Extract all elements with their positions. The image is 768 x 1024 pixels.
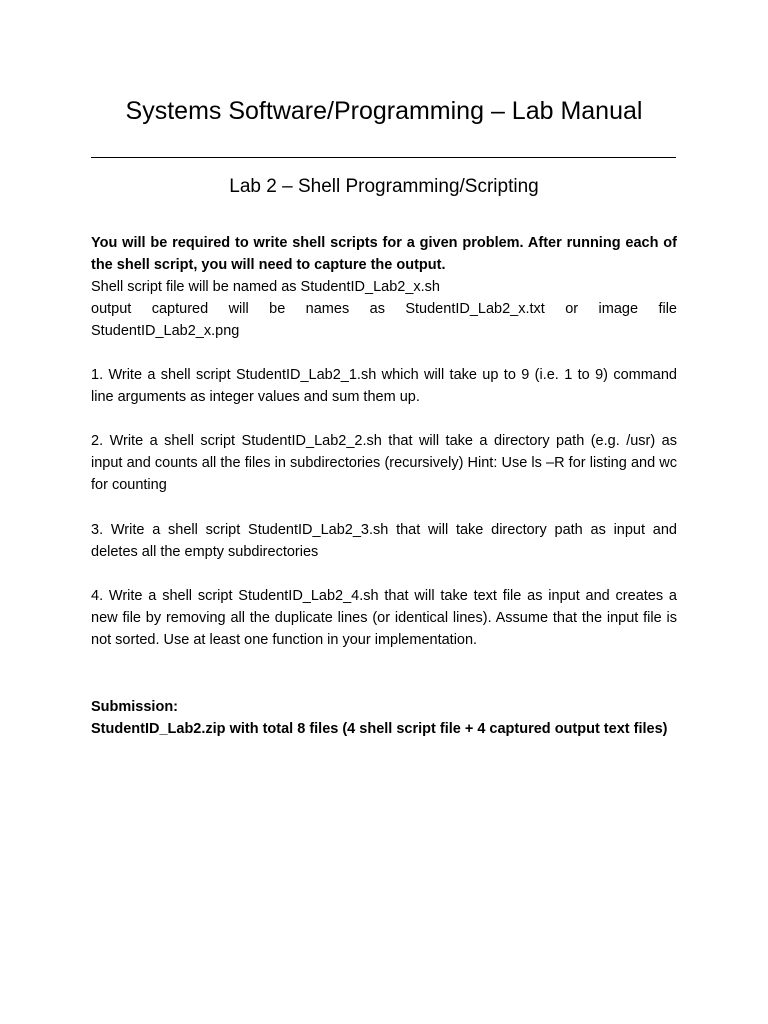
task-2: 2. Write a shell script StudentID_Lab2_2.sh that will take a directory path (e.g. /usr) as input and counts all the files in subdirectories (recursively) Hint: Use ls –R for listing and wc for counting — [91, 433, 677, 493]
submission-details: StudentID_Lab2.zip with total 8 files (4 shell script file + 4 captured output text files) — [91, 721, 668, 737]
intro-instructions: You will be required to write shell scripts for a given problem. After running each of the shell script, you will need to capture the output. — [91, 235, 677, 273]
document-title: Systems Software/Programming – Lab Manual — [125, 97, 643, 125]
task-1: 1. Write a shell script StudentID_Lab2_1.sh which will take up to 9 (i.e. 1 to 9) command line arguments as integer values and sum them up. — [91, 367, 677, 405]
task-3: 3. Write a shell script StudentID_Lab2_3.sh that will take directory path as input and deletes all the empty subdirectories — [91, 522, 677, 560]
submission-block — [91, 696, 677, 740]
task-4: 4. Write a shell script StudentID_Lab2_4.sh that will take text file as input and creates a new file by removing all the duplicate lines (or identical lines). Assume that the input file is not sorted. Use at least one function in your implementation. — [91, 588, 677, 648]
submission-heading: Submission: — [91, 699, 179, 715]
intro-block — [91, 232, 677, 342]
naming-script-line: Shell script file will be named as StudentID_Lab2_x.sh — [91, 279, 440, 295]
title-divider — [91, 157, 676, 158]
naming-output-line: output captured will be names as StudentID_Lab2_x.txt or image file StudentID_Lab2_x.png — [91, 301, 677, 339]
lab-subtitle: Lab 2 – Shell Programming/Scripting — [229, 176, 539, 197]
